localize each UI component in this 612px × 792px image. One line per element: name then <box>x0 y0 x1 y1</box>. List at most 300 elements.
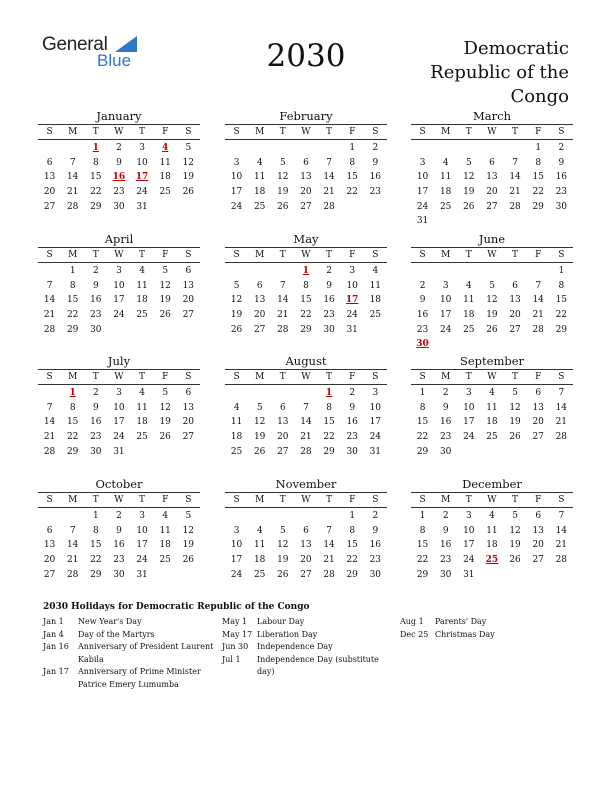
weekday-label: S <box>372 372 379 382</box>
holiday-name: Day of the Martyrs <box>78 629 155 639</box>
day-cell: 23 <box>439 432 452 443</box>
day-cell: 10 <box>230 540 243 551</box>
day-cell: 10 <box>346 280 358 291</box>
day-cell: 19 <box>182 540 195 551</box>
weekday-label: F <box>535 127 542 137</box>
day-cell: 11 <box>230 417 243 428</box>
day-grid <box>225 508 387 582</box>
holiday-entry <box>222 629 394 642</box>
day-cell: 29 <box>90 201 102 212</box>
weekday-label: S <box>558 127 565 137</box>
day-cell: 16 <box>90 295 102 306</box>
day-cell: 3 <box>139 143 145 153</box>
day-cell: 19 <box>159 417 171 428</box>
day-cell: 2 <box>116 143 122 153</box>
day-cell: 28 <box>43 446 56 457</box>
day-cell: 22 <box>555 310 568 321</box>
day-cell: 19 <box>253 432 266 443</box>
day-cell: 9 <box>92 402 99 413</box>
day-cell: 15 <box>323 417 335 428</box>
day-cell: 14 <box>43 417 56 428</box>
weekday-label: W <box>487 250 497 260</box>
day-cell: 22 <box>300 310 312 321</box>
holiday-day-cell: 1 <box>325 388 333 398</box>
holiday-day-cell: 1 <box>69 388 76 398</box>
day-cell: 1 <box>558 266 565 276</box>
day-cell: 9 <box>442 525 449 536</box>
day-cell: 8 <box>92 157 99 168</box>
day-cell: 15 <box>346 540 358 551</box>
day-cell: 12 <box>182 157 195 168</box>
day-cell: 29 <box>555 324 568 335</box>
weekday-label: W <box>487 495 497 505</box>
day-cell: 8 <box>558 280 565 291</box>
weekday-label: S <box>233 250 240 260</box>
holiday-name: New Year's Day <box>78 617 142 626</box>
day-cell: 6 <box>512 280 518 291</box>
holiday-name: Parents' Day <box>435 617 487 626</box>
day-cell: 9 <box>558 157 565 168</box>
weekday-header <box>411 125 573 140</box>
day-cell: 21 <box>43 310 56 321</box>
month-july <box>38 354 200 459</box>
day-cell: 14 <box>323 540 335 551</box>
day-cell: 10 <box>463 525 475 536</box>
holiday-date: Jun 30 <box>222 642 249 652</box>
empty-cell <box>38 509 61 524</box>
weekday-label: T <box>512 250 519 260</box>
empty-cell <box>225 141 248 156</box>
day-cell: 19 <box>509 540 521 551</box>
day-cell: 4 <box>256 157 263 168</box>
holiday-date: Dec 25 <box>400 629 429 639</box>
holiday-day-cell: 25 <box>485 555 499 566</box>
day-cell: 3 <box>442 280 449 291</box>
day-cell: 27 <box>509 324 521 335</box>
weekday-label: S <box>185 372 192 382</box>
day-cell: 25 <box>369 310 382 321</box>
day-cell: 12 <box>463 172 475 183</box>
day-cell: 2 <box>372 143 379 153</box>
month-august <box>225 354 387 459</box>
empty-cell <box>434 141 457 156</box>
weekday-label: M <box>441 127 451 137</box>
empty-cell <box>38 386 61 401</box>
day-cell: 19 <box>277 555 289 566</box>
empty-cell <box>411 264 434 279</box>
day-cell: 2 <box>349 388 356 398</box>
weekday-label: T <box>465 372 472 382</box>
month-name: August <box>285 354 327 368</box>
weekday-label: F <box>162 127 169 137</box>
day-cell: 29 <box>323 446 335 457</box>
day-cell: 7 <box>326 157 332 168</box>
empty-cell <box>225 386 248 401</box>
holiday-entry <box>400 629 572 642</box>
weekday-label: W <box>487 127 497 137</box>
empty-cell <box>434 264 457 279</box>
day-cell: 23 <box>369 555 382 566</box>
day-cell: 30 <box>90 446 102 457</box>
day-cell: 29 <box>416 569 429 580</box>
weekday-label: T <box>279 372 286 382</box>
weekday-label: S <box>185 495 192 505</box>
weekday-label: W <box>301 372 311 382</box>
day-cell: 5 <box>489 280 495 291</box>
weekday-header <box>225 370 387 385</box>
day-cell: 27 <box>182 432 195 443</box>
day-cell: 3 <box>233 525 240 536</box>
weekday-label: F <box>162 372 169 382</box>
day-cell: 28 <box>532 324 544 335</box>
month-name: November <box>275 477 337 491</box>
day-cell: 5 <box>512 511 518 521</box>
day-cell: 27 <box>300 569 312 580</box>
day-cell: 15 <box>66 295 79 306</box>
day-cell: 17 <box>230 187 243 198</box>
day-cell: 4 <box>233 402 240 413</box>
day-cell: 11 <box>463 295 475 306</box>
day-grid <box>411 263 573 352</box>
day-cell: 26 <box>159 432 171 443</box>
day-cell: 8 <box>535 157 542 168</box>
empty-cell <box>61 509 84 524</box>
day-cell: 22 <box>532 187 544 198</box>
weekday-label: W <box>114 372 124 382</box>
day-cell: 1 <box>349 511 356 521</box>
day-cell: 30 <box>346 446 358 457</box>
day-cell: 17 <box>439 310 452 321</box>
empty-cell <box>225 264 248 279</box>
day-cell: 3 <box>372 388 379 398</box>
month-name: March <box>473 109 511 123</box>
weekday-label: T <box>279 250 286 260</box>
day-cell: 28 <box>509 201 521 212</box>
day-cell: 8 <box>349 157 356 168</box>
weekday-label: T <box>465 250 472 260</box>
day-cell: 6 <box>489 157 495 168</box>
holiday-date: Jan 1 <box>43 617 64 626</box>
day-cell: 15 <box>90 540 102 551</box>
day-cell: 29 <box>346 569 358 580</box>
day-cell: 5 <box>512 388 518 398</box>
day-cell: 14 <box>277 295 289 306</box>
day-cell: 22 <box>323 432 335 443</box>
weekday-label: M <box>255 495 265 505</box>
day-cell: 3 <box>116 266 122 276</box>
holiday-name: Christmas Day <box>435 629 495 639</box>
day-cell: 23 <box>113 187 125 198</box>
day-cell: 3 <box>139 511 145 521</box>
day-cell: 24 <box>113 310 125 321</box>
day-cell: 27 <box>182 310 195 321</box>
empty-cell <box>271 141 294 156</box>
day-cell: 30 <box>323 324 335 335</box>
holiday-entry <box>400 616 572 629</box>
day-cell: 15 <box>300 295 312 306</box>
month-name: June <box>478 232 506 246</box>
day-cell: 17 <box>113 417 125 428</box>
weekday-label: S <box>233 127 240 137</box>
day-cell: 26 <box>509 432 521 443</box>
holiday-day-cell: 17 <box>135 172 149 183</box>
day-cell: 4 <box>442 157 449 168</box>
day-cell: 11 <box>159 525 171 536</box>
day-cell: 29 <box>300 324 312 335</box>
day-cell: 28 <box>555 555 568 566</box>
day-cell: 3 <box>419 157 426 168</box>
day-cell: 18 <box>369 295 382 306</box>
weekday-label: S <box>372 127 379 137</box>
day-cell: 21 <box>300 432 312 443</box>
day-cell: 13 <box>300 540 312 551</box>
day-cell: 9 <box>116 157 122 168</box>
day-cell: 28 <box>555 432 568 443</box>
day-cell: 30 <box>369 569 382 580</box>
holiday-name: Anniversary of President Laurent Kabila <box>78 642 214 664</box>
day-cell: 30 <box>439 446 452 457</box>
day-cell: 11 <box>136 280 148 291</box>
weekday-label: S <box>185 127 192 137</box>
day-cell: 5 <box>162 388 169 398</box>
day-cell: 22 <box>90 555 102 566</box>
day-cell: 1 <box>349 143 356 153</box>
day-cell: 25 <box>463 324 475 335</box>
day-cell: 7 <box>535 280 542 291</box>
month-name: May <box>293 232 319 246</box>
day-cell: 12 <box>277 172 289 183</box>
weekday-label: F <box>162 495 169 505</box>
day-cell: 12 <box>159 402 171 413</box>
weekday-label: T <box>139 372 146 382</box>
weekday-header <box>225 248 387 263</box>
day-cell: 27 <box>486 201 498 212</box>
day-cell: 26 <box>230 324 243 335</box>
day-cell: 28 <box>277 324 289 335</box>
weekday-label: M <box>441 372 451 382</box>
month-name: January <box>96 109 142 123</box>
country-name <box>389 37 569 109</box>
weekday-label: W <box>487 372 497 382</box>
weekday-label: M <box>68 372 78 382</box>
empty-cell <box>248 264 271 279</box>
weekday-label: T <box>326 127 333 137</box>
weekday-label: S <box>419 127 426 137</box>
month-november <box>225 477 387 582</box>
day-cell: 14 <box>509 172 521 183</box>
day-cell: 16 <box>416 310 429 321</box>
empty-cell <box>38 141 61 156</box>
day-cell: 6 <box>46 525 53 536</box>
day-cell: 14 <box>555 402 568 413</box>
day-cell: 16 <box>439 417 452 428</box>
empty-cell <box>294 386 317 401</box>
country-line-2: Republic of the <box>430 62 569 83</box>
day-cell: 20 <box>43 555 56 566</box>
day-grid <box>38 140 200 214</box>
holiday-day-cell: 16 <box>112 172 126 183</box>
day-cell: 18 <box>253 187 266 198</box>
day-cell: 26 <box>253 446 266 457</box>
day-cell: 23 <box>369 187 382 198</box>
weekday-label: W <box>301 127 311 137</box>
holiday-entry <box>43 641 215 666</box>
day-cell: 7 <box>326 525 332 536</box>
weekday-label: T <box>279 495 286 505</box>
weekday-header <box>38 493 200 508</box>
day-cell: 10 <box>136 525 148 536</box>
day-cell: 12 <box>277 540 289 551</box>
day-cell: 24 <box>136 187 148 198</box>
holiday-entry <box>222 654 394 679</box>
day-cell: 18 <box>136 295 148 306</box>
day-cell: 3 <box>233 157 240 168</box>
holiday-name: Anniversary of Prime Minister Patrice Emery Lumumba <box>78 667 201 689</box>
day-cell: 12 <box>253 417 266 428</box>
day-cell: 12 <box>509 402 521 413</box>
day-cell: 2 <box>92 388 99 398</box>
weekday-label: W <box>114 127 124 137</box>
holiday-name: Independence Day <box>257 642 333 652</box>
day-cell: 26 <box>277 201 289 212</box>
month-october <box>38 477 200 582</box>
day-cell: 5 <box>279 157 286 168</box>
weekday-header <box>38 370 200 385</box>
empty-cell <box>271 264 294 279</box>
weekday-label: M <box>255 127 265 137</box>
day-cell: 24 <box>113 432 125 443</box>
day-cell: 16 <box>346 417 358 428</box>
day-cell: 4 <box>139 388 145 398</box>
day-cell: 23 <box>346 432 358 443</box>
day-cell: 29 <box>66 446 79 457</box>
day-cell: 25 <box>486 432 498 443</box>
day-cell: 20 <box>43 187 56 198</box>
weekday-label: M <box>441 495 451 505</box>
day-cell: 9 <box>349 402 356 413</box>
day-cell: 24 <box>346 310 358 321</box>
day-cell: 5 <box>185 143 192 153</box>
empty-cell <box>38 264 61 279</box>
day-cell: 28 <box>300 446 312 457</box>
weekday-label: F <box>162 250 169 260</box>
day-grid <box>225 263 387 337</box>
day-cell: 17 <box>136 540 148 551</box>
logo-general-text: General <box>42 34 108 55</box>
day-cell: 25 <box>159 555 171 566</box>
day-cell: 2 <box>372 511 379 521</box>
day-cell: 25 <box>253 201 266 212</box>
day-cell: 25 <box>253 569 266 580</box>
day-cell: 6 <box>46 157 53 168</box>
holidays-title: 2030 Holidays for Democratic Republic of the Congo <box>43 602 310 612</box>
day-cell: 27 <box>532 555 544 566</box>
month-december <box>411 477 573 582</box>
day-cell: 22 <box>66 432 79 443</box>
day-cell: 18 <box>486 540 498 551</box>
day-grid <box>411 140 573 229</box>
weekday-label: F <box>349 495 356 505</box>
day-cell: 14 <box>66 540 79 551</box>
day-cell: 26 <box>182 187 195 198</box>
day-cell: 31 <box>416 216 429 227</box>
day-grid <box>38 508 200 582</box>
day-cell: 8 <box>419 525 426 536</box>
weekday-label: T <box>139 127 146 137</box>
day-cell: 20 <box>532 540 544 551</box>
day-cell: 15 <box>90 172 102 183</box>
day-cell: 20 <box>300 187 312 198</box>
day-cell: 30 <box>113 569 125 580</box>
weekday-label: F <box>349 127 356 137</box>
day-cell: 11 <box>253 540 266 551</box>
empty-cell <box>480 141 503 156</box>
weekday-label: T <box>512 495 519 505</box>
day-cell: 23 <box>323 310 335 321</box>
month-march <box>411 109 573 229</box>
day-cell: 6 <box>185 388 192 398</box>
day-cell: 23 <box>555 187 568 198</box>
day-cell: 24 <box>230 201 243 212</box>
day-cell: 28 <box>323 201 335 212</box>
empty-cell <box>294 509 317 524</box>
empty-cell <box>225 509 248 524</box>
weekday-label: T <box>512 127 519 137</box>
day-cell: 7 <box>303 402 309 413</box>
weekday-label: S <box>233 372 240 382</box>
day-cell: 18 <box>463 310 475 321</box>
day-cell: 13 <box>509 295 521 306</box>
day-cell: 26 <box>463 201 475 212</box>
day-grid <box>225 140 387 214</box>
day-cell: 10 <box>230 172 243 183</box>
day-cell: 14 <box>66 172 79 183</box>
weekday-label: F <box>349 250 356 260</box>
day-cell: 11 <box>486 402 498 413</box>
day-cell: 15 <box>346 172 358 183</box>
day-cell: 19 <box>277 187 289 198</box>
weekday-header <box>411 370 573 385</box>
weekday-header <box>38 248 200 263</box>
day-cell: 5 <box>185 511 192 521</box>
holiday-name: Labour Day <box>257 617 305 626</box>
calendar-year: 2030 <box>266 38 346 74</box>
day-cell: 4 <box>162 511 169 521</box>
day-cell: 10 <box>416 172 429 183</box>
day-cell: 5 <box>162 266 169 276</box>
day-cell: 21 <box>323 187 335 198</box>
day-cell: 21 <box>323 555 335 566</box>
weekday-label: S <box>46 372 53 382</box>
holiday-column <box>43 616 215 692</box>
day-cell: 17 <box>463 417 475 428</box>
day-cell: 3 <box>349 266 356 276</box>
day-cell: 8 <box>69 402 76 413</box>
day-cell: 19 <box>463 187 475 198</box>
day-cell: 6 <box>303 525 309 536</box>
day-cell: 13 <box>277 417 289 428</box>
day-grid <box>225 385 387 459</box>
day-cell: 11 <box>136 402 148 413</box>
day-cell: 6 <box>185 266 192 276</box>
weekday-label: T <box>465 495 472 505</box>
day-cell: 13 <box>532 402 544 413</box>
day-cell: 20 <box>182 295 195 306</box>
weekday-header <box>225 125 387 140</box>
day-cell: 1 <box>419 388 426 398</box>
weekday-label: F <box>535 250 542 260</box>
holiday-date: Aug 1 <box>400 617 424 626</box>
